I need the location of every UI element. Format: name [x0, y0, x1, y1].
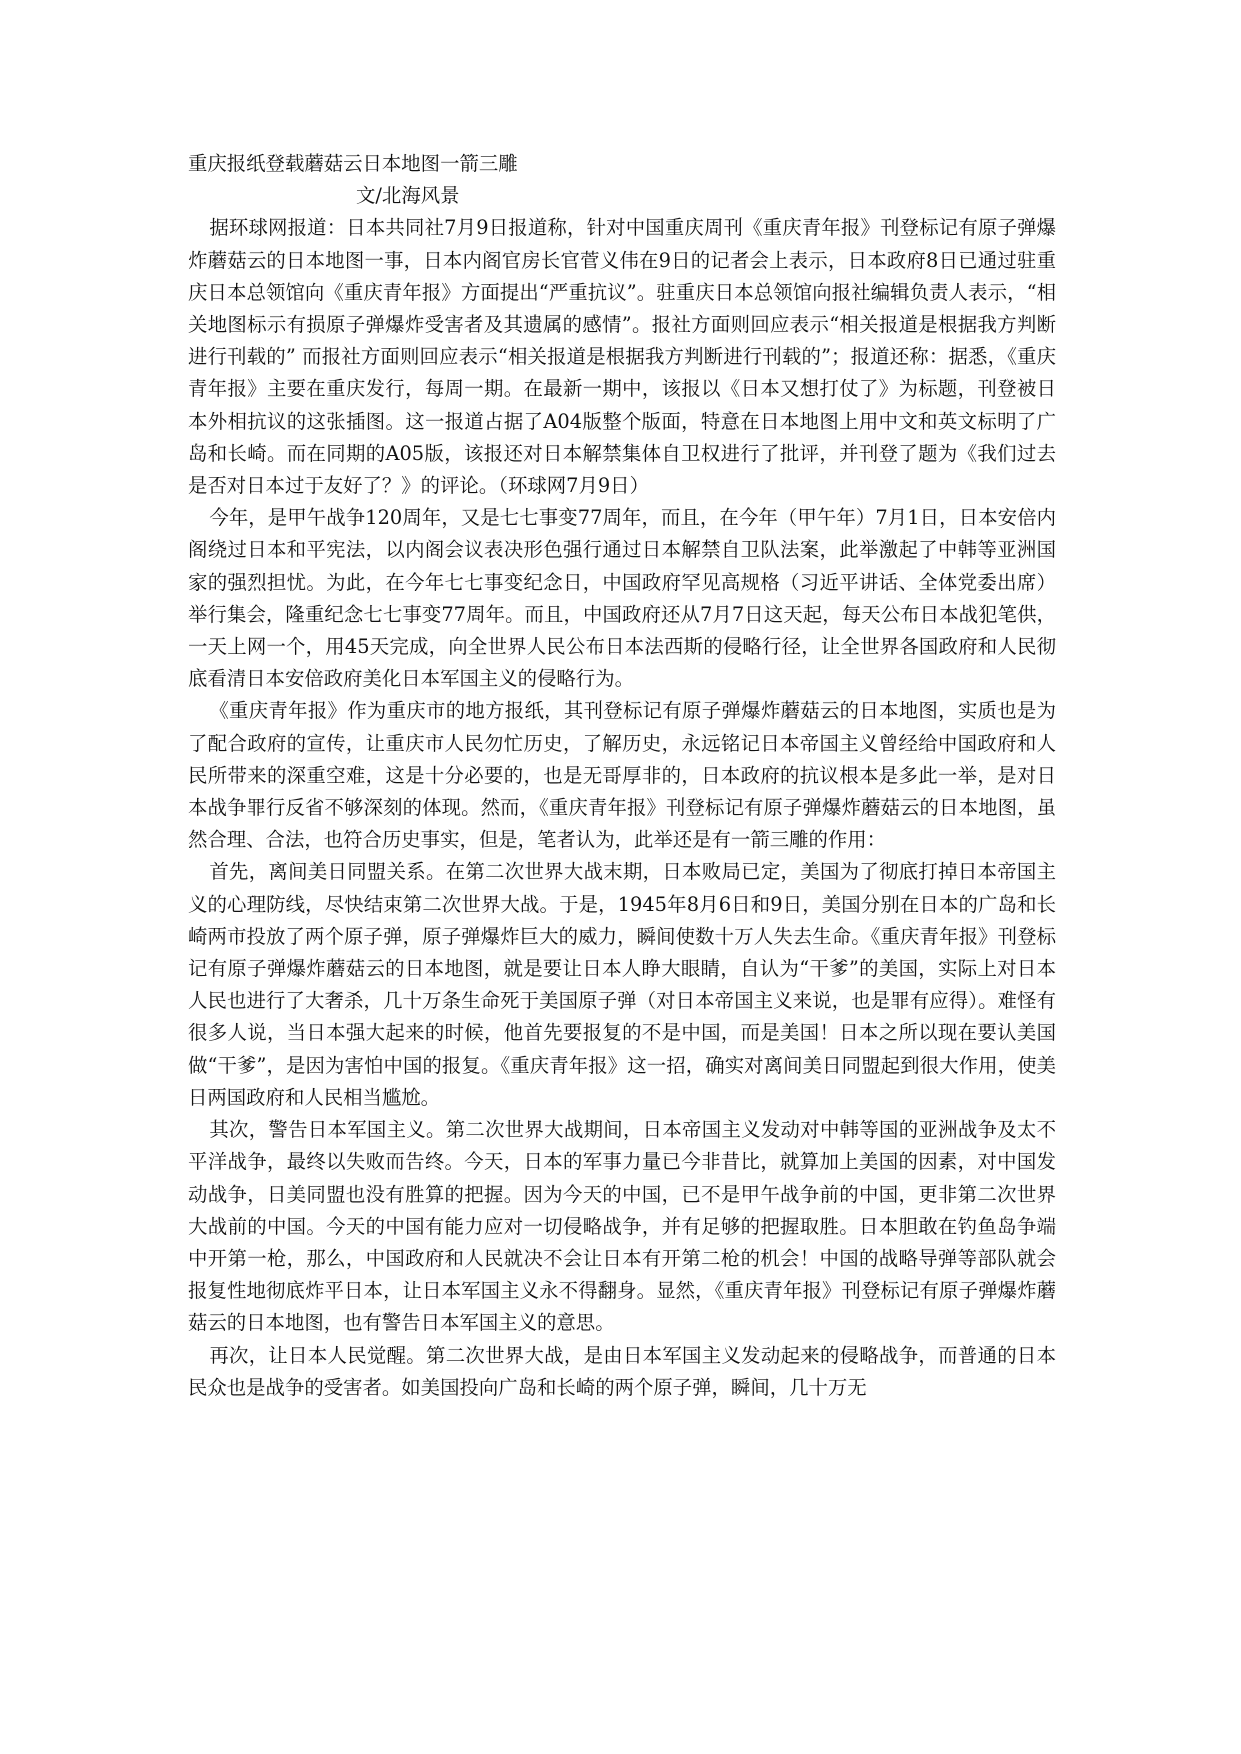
- paragraph-4: 首先，离间美日同盟关系。在第二次世界大战末期，日本败局已定，美国为了彻底打掉日本帝国主义的心理防线，尽快结束第二次世界大战。于是，1945年8月6日和9日，美国分别在日本的广岛和长崎两市投放了两个原子弹，原子弹爆炸巨大的威力，瞬间使数十万人失去生命。《重庆青年报》刊登标记有原子弹爆炸蘑菇云的日本地图，就是要让日本人睁大眼睛，自认为“干爹”的美国，实际上对日本人民也进行了大奢杀，几十万条生命死于美国原子弹（对日本帝国主义来说，也是罪有应得）。难怪有很多人说，当日本强大起来的时候，他首先要报复的不是中国，而是美国！日本之所以现在要认美国做“干爹”，是因为害怕中国的报复。《重庆青年报》这一招，确实对离间美日同盟起到很大作用，使美日两国政府和人民相当尴尬。: [188, 860, 1056, 1109]
- paragraph-5: 其次，警告日本军国主义。第二次世界大战期间，日本帝国主义发动对中韩等国的亚洲战争及太不平洋战争，最终以失败而告终。今天，日本的军事力量已今非昔比，就算加上美国的因素，对中国发动战争，日美同盟也没有胜算的把握。因为今天的中国，已不是甲午战争前的中国，更非第二次世界大战前的中国。今天的中国有能力应对一切侵略战争，并有足够的把握取胜。日本胆敢在钓鱼岛争端中开第一枪，那么，中国政府和人民就决不会让日本有开第二枪的机会！中国的战略导弹等部队就会报复性地彻底炸平日本，让日本军国主义永不得翻身。显然，《重庆青年报》刊登标记有原子弹爆炸蘑菇云的日本地图，也有警告日本军国主义的意思。: [188, 1118, 1056, 1335]
- paragraph-1: 据环球网报道：日本共同社7月9日报道称，针对中国重庆周刊《重庆青年报》刊登标记有原子弹爆炸蘑菇云的日本地图一事，日本内阁官房长官菅义伟在9日的记者会上表示，日本政府8日已通过驻重庆日本总领馆向《重庆青年报》方面提出“严重抗议”。驻重庆日本总领馆向报社编辑负责人表示，“相关地图标示有损原子弹爆炸受害者及其遗属的感情”。报社方面则回应表示“相关报道是根据我方判断进行刊载的” 而报社方面则回应表示“相关报道是根据我方判断进行刊载的”；报道还称：据悉，《重庆青年报》主要在重庆发行，每周一期。在最新一期中，该报以《日本又想打仗了》为标题，刊登被日本外相抗议的这张插图。这一报道占据了A04版整个版面，特意在日本地图上用中文和英文标明了广岛和长崎。而在同期的A05版，该报还对日本解禁集体自卫权进行了批评，并刊登了题为《我们过去是否对日本过于友好了？》的评论。（环球网7月9日）: [188, 216, 1057, 498]
- article-byline: 文/北海风景: [356, 184, 460, 208]
- paragraph-3: 《重庆青年报》作为重庆市的地方报纸，其刊登标记有原子弹爆炸蘑菇云的日本地图，实质也是为了配合政府的宣传，让重庆市人民勿忙历史，了解历史，永远铭记日本帝国主义曾经给中国政府和人民所带来的深重空难，这是十分必要的，也是无哥厚非的，日本政府的抗议根本是多此一举，是对日本战争罪行反省不够深刻的体现。然而，《重庆青年报》刊登标记有原子弹爆炸蘑菇云的日本地图，虽然合理、合法，也符合历史事实，但是，笔者认为，此举还是有一箭三雕的作用：: [188, 699, 1056, 852]
- paragraph-6: 再次，让日本人民觉醒。第二次世界大战，是由日本军国主义发动起来的侵略战争，而普通的日本民众也是战争的受害者。如美国投向广岛和长崎的两个原子弹，瞬间，几十万无: [188, 1343, 1056, 1399]
- paragraph-2: 今年，是甲午战争120周年，又是七七事变77周年，而且，在今年（甲午年）7月1日，日本安倍内阁绕过日本和平宪法，以内阁会议表决形色强行通过日本解禁自卫队法案，此举激起了中韩等亚洲国家的强烈担忧。为此，在今年七七事变纪念日，中国政府罕见高规格（习近平讲话、全体党委出席）举行集会，隆重纪念七七事变77周年。而且，中国政府还从7月7日这天起，每天公布日本战犯笔供，一天上网一个，用45天完成，向全世界人民公布日本法西斯的侵略行径，让全世界各国政府和人民彻底看清日本安倍政府美化日本军国主义的侵略行为。: [188, 506, 1056, 691]
- article-title: 重庆报纸登载蘑菇云日本地图一箭三雕: [188, 152, 518, 175]
- article-body: [188, 148, 1056, 1404]
